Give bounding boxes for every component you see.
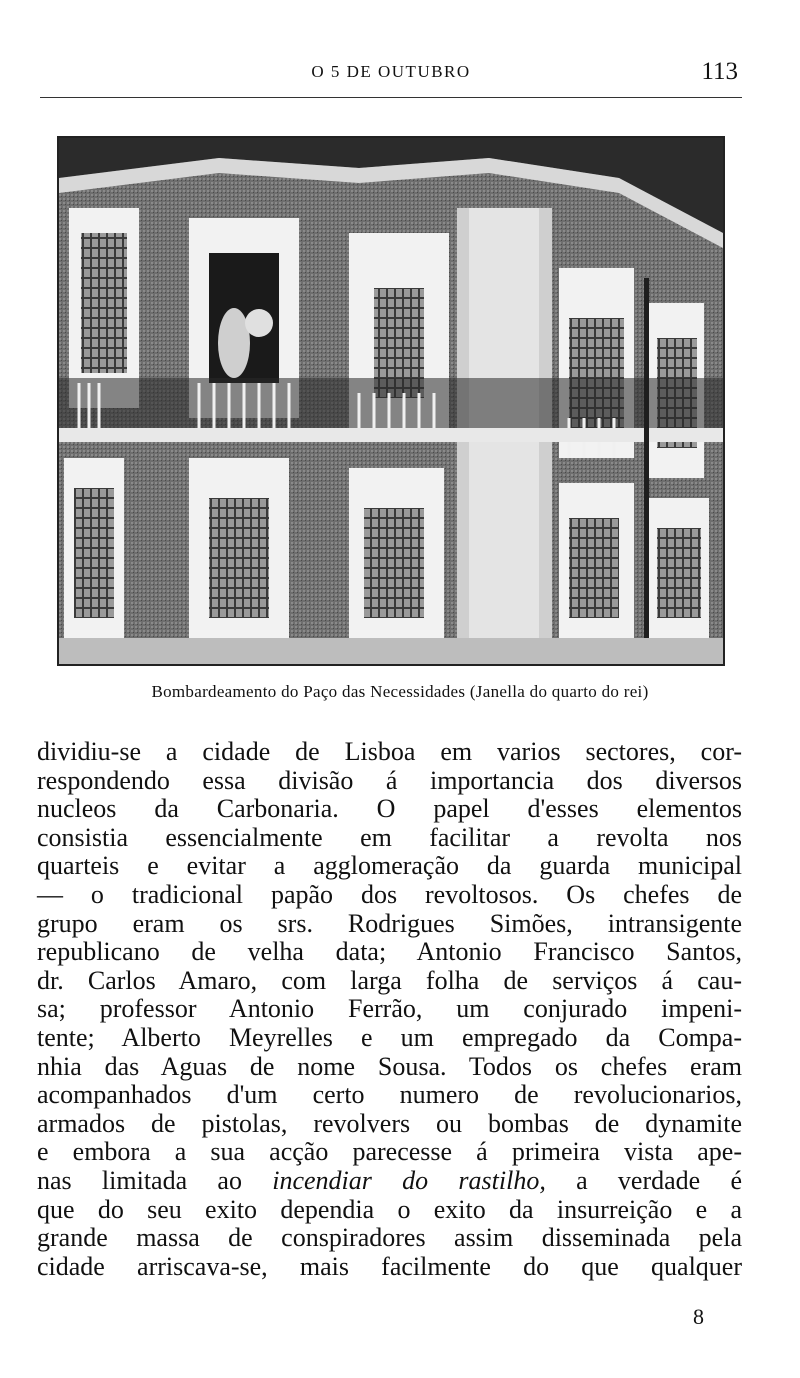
text-line: nhia das Aguas de nome Sousa. Todos os chefes eram <box>37 1051 742 1081</box>
text-line: grande massa de conspiradores assim disseminada pela <box>37 1223 742 1253</box>
text-run: a verdade é <box>545 1165 743 1195</box>
text-line: — o tradicional papão dos revoltosos. Os chefes de <box>37 879 742 909</box>
text-line: armados de pistolas, revolvers ou bombas de dynamite <box>37 1108 742 1138</box>
palace-facade-photo <box>59 138 723 664</box>
running-title: O 5 DE OUTUBRO <box>311 62 471 81</box>
signature-mark: 8 <box>693 1304 704 1329</box>
text-line: e embora a sua acção parecesse á primeira vista ape- <box>37 1137 742 1167</box>
text-line: cidade arriscava-se, mais facilmente do que qualquer <box>37 1251 742 1281</box>
text-line: dividiu-se a cidade de Lisboa em varios sectores, cor- <box>37 737 742 766</box>
text-line: grupo eram os srs. Rodrigues Simões, intransigente <box>37 908 742 938</box>
figure-caption: Bombardeamento do Paço das Necessidades (Janella do quarto do rei) <box>151 682 649 701</box>
body-text <box>37 738 742 1281</box>
photograph <box>57 136 725 666</box>
text-line: dr. Carlos Amaro, com larga folha de serviços á cau- <box>37 965 742 995</box>
text-line: republicano de velha data; Antonio Francisco Santos, <box>37 937 742 967</box>
text-line: quarteis e evitar a agglomeração da guarda municipal <box>37 851 742 881</box>
text-line: sa; professor Antonio Ferrão, um conjurado impeni- <box>37 994 742 1024</box>
text-line: respondendo essa divisão á importancia dos diversos <box>37 765 742 795</box>
page-number: 113 <box>701 58 738 85</box>
text-line: que do seu exito dependia o exito da insurreição e a <box>37 1194 742 1224</box>
text-line: consistia essencialmente em facilitar a revolta nos <box>37 822 742 852</box>
header-rule <box>40 97 742 98</box>
text-line: tente; Alberto Meyrelles e um empregado da Compa- <box>37 1022 742 1052</box>
text-line-with-italic <box>37 1167 742 1196</box>
italic-phrase: incendiar do rastilho, <box>272 1165 546 1195</box>
text-line: nucleos da Carbonaria. O papel d'esses elementos <box>37 794 742 824</box>
text-line: acompanhados d'um certo numero de revolucionarios, <box>37 1080 742 1110</box>
page-header <box>40 58 742 92</box>
text-run: nas limitada ao <box>37 1165 273 1195</box>
